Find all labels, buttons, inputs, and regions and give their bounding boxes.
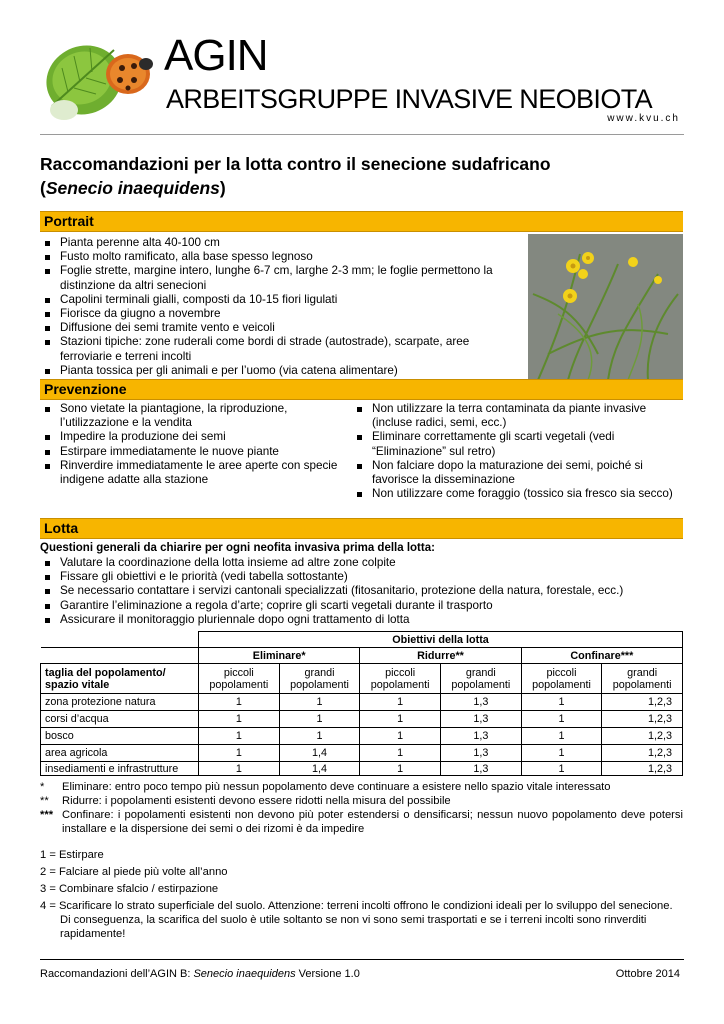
cell-value: 1 <box>521 711 602 728</box>
portrait-item: Diffusione dei semi tramite vento e veicoli <box>40 321 520 335</box>
footnote <box>40 794 683 808</box>
lotta-item: Garantire l’eliminazione a regola d’arte; coprire gli scarti vegetali durante il trasporto <box>40 599 680 613</box>
section-heading-prevenzione: Prevenzione <box>44 381 127 397</box>
footnote-mark: * <box>40 781 45 793</box>
document-title <box>40 152 690 200</box>
prevenzione-item: Non utilizzare la terra contaminata da piante invasive (incluse radici, semi, ecc.) <box>352 402 682 430</box>
table-row <box>41 694 683 711</box>
subheader-small: piccoli popolamenti <box>199 664 280 694</box>
portrait-item: Fusto molto ramificato, alla base spesso legnoso <box>40 250 520 264</box>
prevenzione-item: Non utilizzare come foraggio (tossico sia fresco sia secco) <box>352 487 682 501</box>
brand-url[interactable]: www.kvu.ch <box>607 113 680 124</box>
prevenzione-left-list <box>40 402 340 487</box>
cell-value: 1 <box>279 694 360 711</box>
table-row <box>41 711 683 728</box>
prevenzione-item: Eliminare correttamente gli scarti vegetali (vedi “Eliminazione” sul retro) <box>352 430 682 458</box>
footnote <box>40 808 683 836</box>
cell-value: 1 <box>360 694 441 711</box>
goal-group-ridurre: Ridurre** <box>360 648 521 664</box>
row-label: area agricola <box>41 745 199 762</box>
row-label-header: taglia del popolamento/ spazio vitale <box>41 664 199 694</box>
cell-value: 1,4 <box>279 745 360 762</box>
title-species: Senecio inaequidens <box>45 178 220 198</box>
footer-date: Ottobre 2014 <box>615 968 680 980</box>
footer-version: Versione 1.0 <box>295 968 360 980</box>
cell-value: 1 <box>360 762 441 776</box>
footer-divider <box>40 959 684 960</box>
cell-value: 1 <box>521 728 602 745</box>
row-label: insediamenti e infrastrutture <box>41 762 199 776</box>
lotta-item: Valutare la coordinazione della lotta insieme ad altre zone colpite <box>40 556 680 570</box>
section-bar-lotta <box>40 518 683 539</box>
portrait-item: Fiorisce da giugno a novembre <box>40 307 520 321</box>
table-row <box>41 745 683 762</box>
lotta-subheading: Questioni generali da chiarire per ogni neofita invasiva prima della lotta: <box>40 542 435 554</box>
subheader-large: grandi popolamenti <box>440 664 521 694</box>
goal-group-eliminare: Eliminare* <box>199 648 360 664</box>
header-divider <box>40 134 684 135</box>
lotta-item: Se necessario contattare i servizi cantonali specializzati (fitosanitario, protezione della natura, forestale, ecc.) <box>40 584 680 598</box>
legend-item: 1 = Estirpare <box>40 849 104 861</box>
table-empty-corner <box>41 632 199 648</box>
cell-value: 1,2,3 <box>602 694 683 711</box>
cell-value: 1,2,3 <box>602 762 683 776</box>
cell-value: 1,3 <box>440 728 521 745</box>
cell-value: 1 <box>360 728 441 745</box>
footnote-text: Confinare: i popolamenti esistenti non devono più poter estendersi o densificarsi; nessun nuovo popolamento deve potersi installare e la dispersione dei semi o dei rizomi è da impedire <box>62 809 683 835</box>
subheader-large: grandi popolamenti <box>279 664 360 694</box>
footnote-mark: *** <box>40 809 54 821</box>
prevenzione-right-list <box>352 402 682 501</box>
section-heading-portrait: Portrait <box>44 213 94 229</box>
portrait-item: Pianta perenne alta 40-100 cm <box>40 236 520 250</box>
legend-item: 4 = Scarificare lo strato superficiale del suolo. Attenzione: terreni incolti offrono le condizioni ideali per lo sviluppo del senecione. Di conseguenza, la scarifica del suolo è utile soltanto se non vi sono semi trasportati e se i terreni incolti sono rinverditi rapidamente! <box>40 900 673 940</box>
title-line1: Raccomandazioni per la lotta contro il senecione sudafricano <box>40 154 551 174</box>
section-bar-portrait <box>40 211 683 232</box>
prevenzione-item: Impedire la produzione dei semi <box>40 430 340 444</box>
title-close-paren: ) <box>219 178 226 198</box>
footer-left <box>40 968 360 980</box>
row-label: corsi d’acqua <box>41 711 199 728</box>
goals-header: Obiettivi della lotta <box>199 632 683 648</box>
cell-value: 1 <box>521 694 602 711</box>
portrait-item: Capolini terminali gialli, composti da 10-15 fiori ligulati <box>40 293 520 307</box>
cell-value: 1,4 <box>279 762 360 776</box>
senecio-plant-photo <box>528 234 683 380</box>
goals-table <box>40 631 683 776</box>
footnote-mark: ** <box>40 795 49 807</box>
cell-value: 1,3 <box>440 762 521 776</box>
table-row <box>41 762 683 776</box>
lotta-item: Fissare gli obiettivi e le priorità (vedi tabella sottostante) <box>40 570 680 584</box>
prevenzione-item: Sono vietate la piantagione, la riproduzione, l’utilizzazione e la vendita <box>40 402 340 430</box>
footnotes <box>40 780 683 836</box>
cell-value: 1 <box>521 762 602 776</box>
prevenzione-item: Estirpare immediatamente le nuove piante <box>40 445 340 459</box>
table-empty-corner-2 <box>41 648 199 664</box>
footnote <box>40 780 683 794</box>
cell-value: 1 <box>279 728 360 745</box>
cell-value: 1 <box>199 762 280 776</box>
cell-value: 1,2,3 <box>602 728 683 745</box>
subheader-large: grandi popolamenti <box>602 664 683 694</box>
cell-value: 1,3 <box>440 745 521 762</box>
cell-value: 1,2,3 <box>602 745 683 762</box>
cell-value: 1 <box>521 745 602 762</box>
portrait-item: Pianta tossica per gli animali e per l’uomo (via catena alimentare) <box>40 364 520 378</box>
cell-value: 1,2,3 <box>602 711 683 728</box>
legend-item: 3 = Combinare sfalcio / estirpazione <box>40 883 219 895</box>
cell-value: 1 <box>360 711 441 728</box>
table-row <box>41 728 683 745</box>
cell-value: 1,3 <box>440 694 521 711</box>
cell-value: 1 <box>279 711 360 728</box>
row-label: bosco <box>41 728 199 745</box>
prevenzione-item: Rinverdire immediatamente le aree aperte con specie indigene adatte alla stazione <box>40 459 340 487</box>
cell-value: 1 <box>199 745 280 762</box>
section-heading-lotta: Lotta <box>44 520 79 536</box>
agin-logo-leaf-ladybug <box>44 28 156 126</box>
title-open-paren: ( <box>40 178 46 198</box>
goal-group-confinare: Confinare*** <box>521 648 682 664</box>
footnote-text: Ridurre: i popolamenti esistenti devono essere ridotti nella misura del possibile <box>62 795 451 807</box>
lotta-item: Assicurare il monitoraggio pluriennale dopo ogni trattamento di lotta <box>40 613 680 627</box>
method-legend <box>40 848 683 944</box>
portrait-item: Foglie strette, margine intero, lunghe 6-7 cm, larghe 2-3 mm; le foglie permettono la distinzione da altri senecioni <box>40 264 520 292</box>
footer-prefix: Raccomandazioni dell’AGIN B: <box>40 968 194 980</box>
cell-value: 1 <box>360 745 441 762</box>
cell-value: 1 <box>199 711 280 728</box>
prevenzione-item: Non falciare dopo la maturazione dei semi, poiché si favorisce la disseminazione <box>352 459 682 487</box>
row-label: zona protezione natura <box>41 694 199 711</box>
subheader-small: piccoli popolamenti <box>360 664 441 694</box>
subheader-small: piccoli popolamenti <box>521 664 602 694</box>
legend-item: 2 = Falciare al piede più volte all’anno <box>40 866 228 878</box>
cell-value: 1 <box>199 694 280 711</box>
footer-species: Senecio inaequidens <box>193 968 296 980</box>
section-bar-prevenzione <box>40 379 683 400</box>
cell-value: 1,3 <box>440 711 521 728</box>
cell-value: 1 <box>199 728 280 745</box>
footnote-text: Eliminare: entro poco tempo più nessun popolamento deve continuare a esistere nello spazio vitale interessato <box>62 781 611 793</box>
portrait-list <box>40 236 520 378</box>
brand-subtitle: ARBEITSGRUPPE INVASIVE NEOBIOTA <box>166 84 653 114</box>
portrait-item: Stazioni tipiche: zone ruderali come bordi di strade (autostrade), scarpate, aree ferroviarie e terreni incolti <box>40 335 520 363</box>
lotta-list <box>40 556 680 627</box>
brand-title: AGIN <box>164 31 268 80</box>
